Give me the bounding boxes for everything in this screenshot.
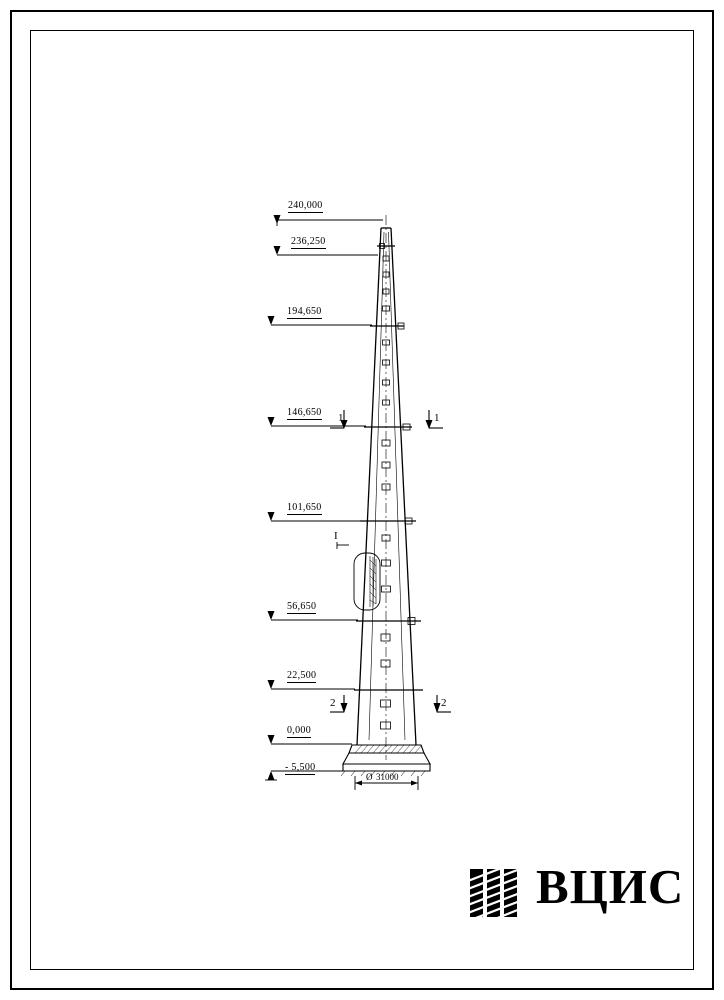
level-text-236: 236,250 — [291, 236, 326, 247]
level-text-56: 56,650 — [287, 601, 317, 612]
level-text-146: 146,650 — [287, 407, 322, 418]
level-label-194 — [287, 306, 322, 317]
level-label-minus-5-5 — [285, 762, 315, 773]
level-text-240: 240,000 — [288, 200, 323, 211]
level-label-22 — [287, 670, 316, 681]
detail-mark-I: I — [334, 530, 338, 542]
level-label-56 — [287, 601, 316, 612]
base-diameter-value: 31000 — [376, 772, 399, 782]
logo-text: BЦИC — [536, 859, 685, 914]
level-label-101 — [287, 502, 322, 513]
level-text-0: 0,000 — [287, 725, 311, 736]
section-mark-2-right: 2 — [441, 697, 447, 709]
level-label-146 — [287, 407, 322, 418]
section-mark-2-left: 2 — [330, 697, 336, 709]
base-diameter-symbol: Ø — [366, 772, 373, 782]
level-label-240 — [288, 200, 323, 211]
section-mark-1-left: 1 — [338, 412, 344, 424]
level-text-minus-5-5: - 5,500 — [285, 762, 316, 773]
section-mark-1-right: 1 — [434, 412, 440, 424]
hatched-bars-icon — [470, 859, 532, 917]
level-text-194: 194,650 — [287, 306, 322, 317]
level-text-101: 101,650 — [287, 502, 322, 513]
level-text-22: 22,500 — [287, 670, 317, 681]
vcis-logo — [470, 855, 685, 925]
level-label-236 — [291, 236, 326, 247]
level-label-0 — [287, 725, 311, 736]
